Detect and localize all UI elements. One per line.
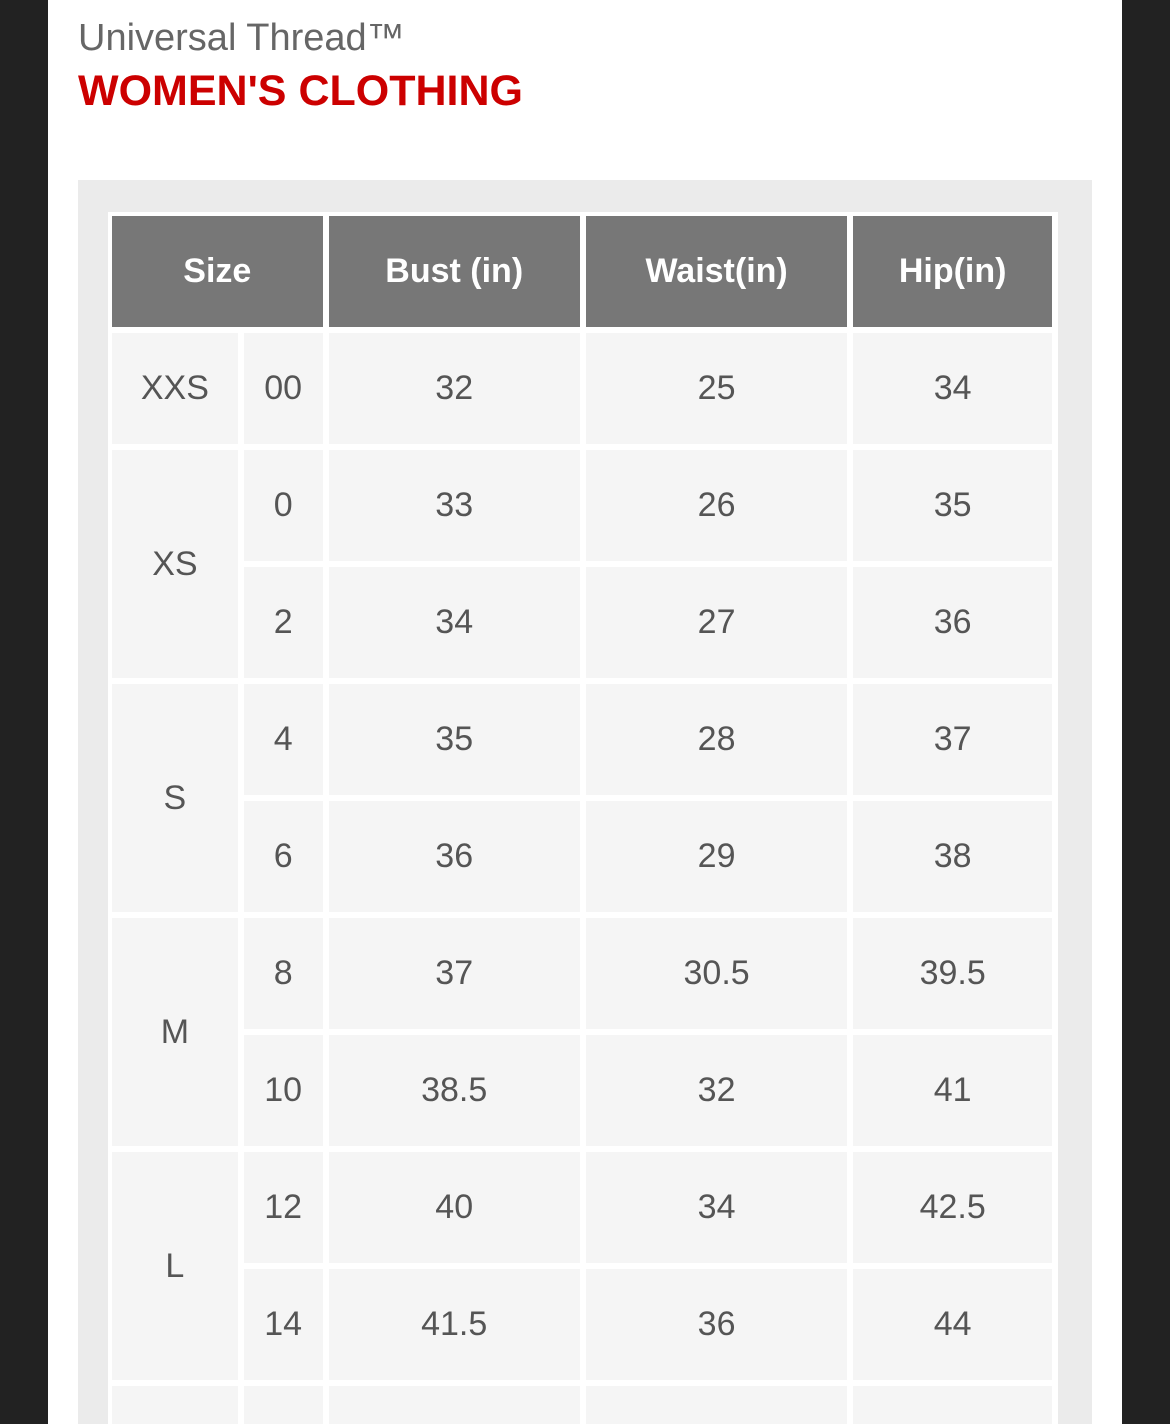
size-letter-cell: S (112, 684, 238, 912)
bust-cell: 35 (329, 684, 580, 795)
table-row (112, 918, 1052, 1029)
size-chart-page (48, 0, 1122, 1424)
bust-cell: 34 (329, 567, 580, 678)
bust-cell: 36 (329, 801, 580, 912)
size-number-cell (244, 1386, 323, 1424)
size-number-cell: 8 (244, 918, 323, 1029)
size-table-frame (108, 212, 1058, 1424)
size-number-cell: 2 (244, 567, 323, 678)
waist-cell: 32 (586, 1035, 848, 1146)
table-row (112, 1035, 1052, 1146)
category-title: WOMEN'S CLOTHING (78, 67, 523, 115)
size-letter-cell (112, 1386, 238, 1424)
hip-cell (853, 1386, 1052, 1424)
waist-cell: 27 (586, 567, 848, 678)
table-row (112, 1386, 1052, 1424)
hip-cell: 39.5 (853, 918, 1052, 1029)
hip-cell: 38 (853, 801, 1052, 912)
waist-cell: 26 (586, 450, 848, 561)
waist-cell: 30.5 (586, 918, 848, 1029)
brand-name: Universal Thread™ (78, 17, 405, 59)
hip-cell: 36 (853, 567, 1052, 678)
table-row (112, 801, 1052, 912)
bust-cell: 32 (329, 333, 580, 444)
size-chart-panel (78, 180, 1092, 1424)
size-table (106, 210, 1058, 1424)
size-number-cell: 10 (244, 1035, 323, 1146)
hip-cell: 34 (853, 333, 1052, 444)
bust-cell: 37 (329, 918, 580, 1029)
size-number-cell: 6 (244, 801, 323, 912)
table-header-row (112, 216, 1052, 327)
waist-cell: 29 (586, 801, 848, 912)
table-row (112, 450, 1052, 561)
size-letter-cell: XXS (112, 333, 238, 444)
size-number-cell: 0 (244, 450, 323, 561)
bust-cell (329, 1386, 580, 1424)
waist-cell: 34 (586, 1152, 848, 1263)
bust-cell: 40 (329, 1152, 580, 1263)
hip-cell: 35 (853, 450, 1052, 561)
column-header-hip: Hip(in) (853, 216, 1052, 327)
waist-cell: 36 (586, 1269, 848, 1380)
bust-cell: 38.5 (329, 1035, 580, 1146)
bust-cell: 41.5 (329, 1269, 580, 1380)
column-header-waist: Waist(in) (586, 216, 848, 327)
size-table-body (112, 333, 1052, 1424)
size-letter-cell: XS (112, 450, 238, 678)
size-number-cell: 14 (244, 1269, 323, 1380)
bust-cell: 33 (329, 450, 580, 561)
table-row (112, 1269, 1052, 1380)
hip-cell: 41 (853, 1035, 1052, 1146)
column-header-bust: Bust (in) (329, 216, 580, 327)
size-number-cell: 12 (244, 1152, 323, 1263)
hip-cell: 44 (853, 1269, 1052, 1380)
table-row (112, 567, 1052, 678)
column-header-size: Size (112, 216, 323, 327)
table-row (112, 333, 1052, 444)
waist-cell: 25 (586, 333, 848, 444)
size-letter-cell: L (112, 1152, 238, 1380)
hip-cell: 37 (853, 684, 1052, 795)
size-letter-cell: M (112, 918, 238, 1146)
hip-cell: 42.5 (853, 1152, 1052, 1263)
table-row (112, 1152, 1052, 1263)
waist-cell (586, 1386, 848, 1424)
size-number-cell: 00 (244, 333, 323, 444)
table-row (112, 684, 1052, 795)
waist-cell: 28 (586, 684, 848, 795)
size-number-cell: 4 (244, 684, 323, 795)
